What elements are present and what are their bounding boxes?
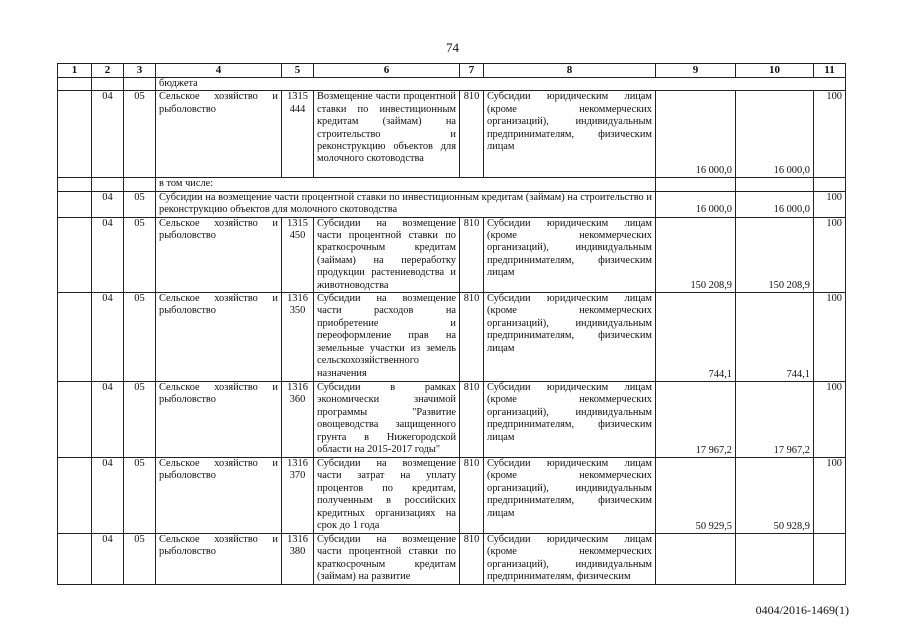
expense-type-name: Субсидии юридическим лицам (кроме некоммерческих организаций), индивидуальным предпринимателям, физическим лицам — [484, 217, 656, 292]
table-row — [58, 458, 846, 534]
executed-amount: 17 967,2 — [736, 382, 814, 458]
merged-description: Субсидии на возмещение части процентной ставки по инвестиционным кредитам (займам) на строительство и реконструкцию объектов для молочного скотоводства — [156, 191, 656, 217]
table-row-label — [58, 178, 846, 191]
item-description: Субсидии на возмещение части процентной ставки по краткосрочным кредитам (займам) на развитие — [314, 534, 460, 585]
section-code: 04 — [92, 91, 124, 178]
column-header: 1 — [58, 64, 92, 78]
expense-type-name: Субсидии юридическим лицам (кроме некоммерческих организаций), индивидуальным предпринимателям, физическим лицам — [484, 293, 656, 382]
subsection-code: 05 — [124, 217, 156, 292]
planned-amount: 150 208,9 — [656, 217, 736, 292]
table-row — [58, 217, 846, 292]
target-code: 1316 350 — [282, 293, 314, 382]
table-row — [58, 293, 846, 382]
subsection-code: 05 — [124, 91, 156, 178]
section-name: Сельское хозяйство и рыболовство — [156, 91, 282, 178]
table-row-continuation — [58, 78, 846, 91]
column-header: 2 — [92, 64, 124, 78]
expense-type-code: 810 — [460, 293, 484, 382]
subsection-code: 05 — [124, 458, 156, 534]
execution-percent: 100 — [814, 91, 846, 178]
table-row — [58, 91, 846, 178]
table-row — [58, 382, 846, 458]
document-code: 0404/2016-1469(1) — [755, 603, 849, 617]
executed-amount: 16 000,0 — [736, 191, 814, 217]
item-description: Субсидии на возмещение части затрат на уплату процентов по кредитам, полученным в российских кредитных организациях на срок до 1 года — [314, 458, 460, 534]
execution-percent: 100 — [814, 191, 846, 217]
section-name: Сельское хозяйство и рыболовство — [156, 458, 282, 534]
target-code: 1316 370 — [282, 458, 314, 534]
execution-percent: 100 — [814, 458, 846, 534]
subsection-code: 05 — [124, 191, 156, 217]
column-header: 11 — [814, 64, 846, 78]
subsection-code: 05 — [124, 382, 156, 458]
section-code: 04 — [92, 191, 124, 217]
executed-amount: 150 208,9 — [736, 217, 814, 292]
expense-type-name: Субсидии юридическим лицам (кроме некоммерческих организаций), индивидуальным предпринимателям, физическим лицам — [484, 382, 656, 458]
executed-amount: 50 928,9 — [736, 458, 814, 534]
expense-type-name: Субсидии юридическим лицам (кроме некоммерческих организаций), индивидуальным предпринимателям, физическим — [484, 534, 656, 585]
expense-type-code: 810 — [460, 458, 484, 534]
item-description: Субсидии на возмещение части процентной ставки по краткосрочным кредитам (займам) на переработку продукции растениеводства и животноводства — [314, 217, 460, 292]
target-code: 1316 360 — [282, 382, 314, 458]
section-code: 04 — [92, 534, 124, 585]
target-code: 1315 444 — [282, 91, 314, 178]
budget-table — [57, 63, 846, 585]
column-header: 6 — [314, 64, 460, 78]
column-header: 8 — [484, 64, 656, 78]
header-row — [58, 64, 846, 78]
table-row — [58, 534, 846, 585]
section-code: 04 — [92, 217, 124, 292]
section-code: 04 — [92, 458, 124, 534]
planned-amount: 16 000,0 — [656, 191, 736, 217]
subitem-label: в том числе: — [156, 178, 656, 191]
planned-amount: 744,1 — [656, 293, 736, 382]
section-code: 04 — [92, 293, 124, 382]
section-name: Сельское хозяйство и рыболовство — [156, 534, 282, 585]
column-header: 3 — [124, 64, 156, 78]
section-name: Сельское хозяйство и рыболовство — [156, 382, 282, 458]
executed-amount: 744,1 — [736, 293, 814, 382]
column-header: 4 — [156, 64, 282, 78]
expense-type-code: 810 — [460, 91, 484, 178]
planned-amount — [656, 534, 736, 585]
table-row-merged — [58, 191, 846, 217]
execution-percent: 100 — [814, 293, 846, 382]
page-number: 74 — [446, 40, 459, 55]
column-header: 10 — [736, 64, 814, 78]
target-code: 1315 450 — [282, 217, 314, 292]
expense-type-name: Субсидии юридическим лицам (кроме некоммерческих организаций), индивидуальным предпринимателям, физическим лицам — [484, 91, 656, 178]
execution-percent: 100 — [814, 382, 846, 458]
column-header: 9 — [656, 64, 736, 78]
planned-amount: 17 967,2 — [656, 382, 736, 458]
execution-percent — [814, 534, 846, 585]
subsection-code: 05 — [124, 534, 156, 585]
planned-amount: 50 929,5 — [656, 458, 736, 534]
target-code: 1316 380 — [282, 534, 314, 585]
column-header: 7 — [460, 64, 484, 78]
expense-type-code: 810 — [460, 534, 484, 585]
item-description: Субсидии в рамках экономически значимой программы "Развитие овощеводства защищенного грунта в Нижегородской области на 2015-2017 годы" — [314, 382, 460, 458]
item-description: Возмещение части процентной ставки по инвестиционным кредитам (займам) на строительство и реконструкцию объектов для молочного скотоводства — [314, 91, 460, 178]
column-header: 5 — [282, 64, 314, 78]
section-name: Сельское хозяйство и рыболовство — [156, 217, 282, 292]
planned-amount: 16 000,0 — [656, 91, 736, 178]
expense-type-name: Субсидии юридическим лицам (кроме некоммерческих организаций), индивидуальным предпринимателям, физическим лицам — [484, 458, 656, 534]
execution-percent: 100 — [814, 217, 846, 292]
expense-type-code: 810 — [460, 382, 484, 458]
section-code: 04 — [92, 382, 124, 458]
item-description: Субсидии на возмещение части расходов на приобретение и переоформление прав на земельные участки из земель сельскохозяйственного назначения — [314, 293, 460, 382]
section-name: Сельское хозяйство и рыболовство — [156, 293, 282, 382]
continuation-text: бюджета — [156, 78, 846, 91]
executed-amount: 16 000,0 — [736, 91, 814, 178]
executed-amount — [736, 534, 814, 585]
expense-type-code: 810 — [460, 217, 484, 292]
subsection-code: 05 — [124, 293, 156, 382]
